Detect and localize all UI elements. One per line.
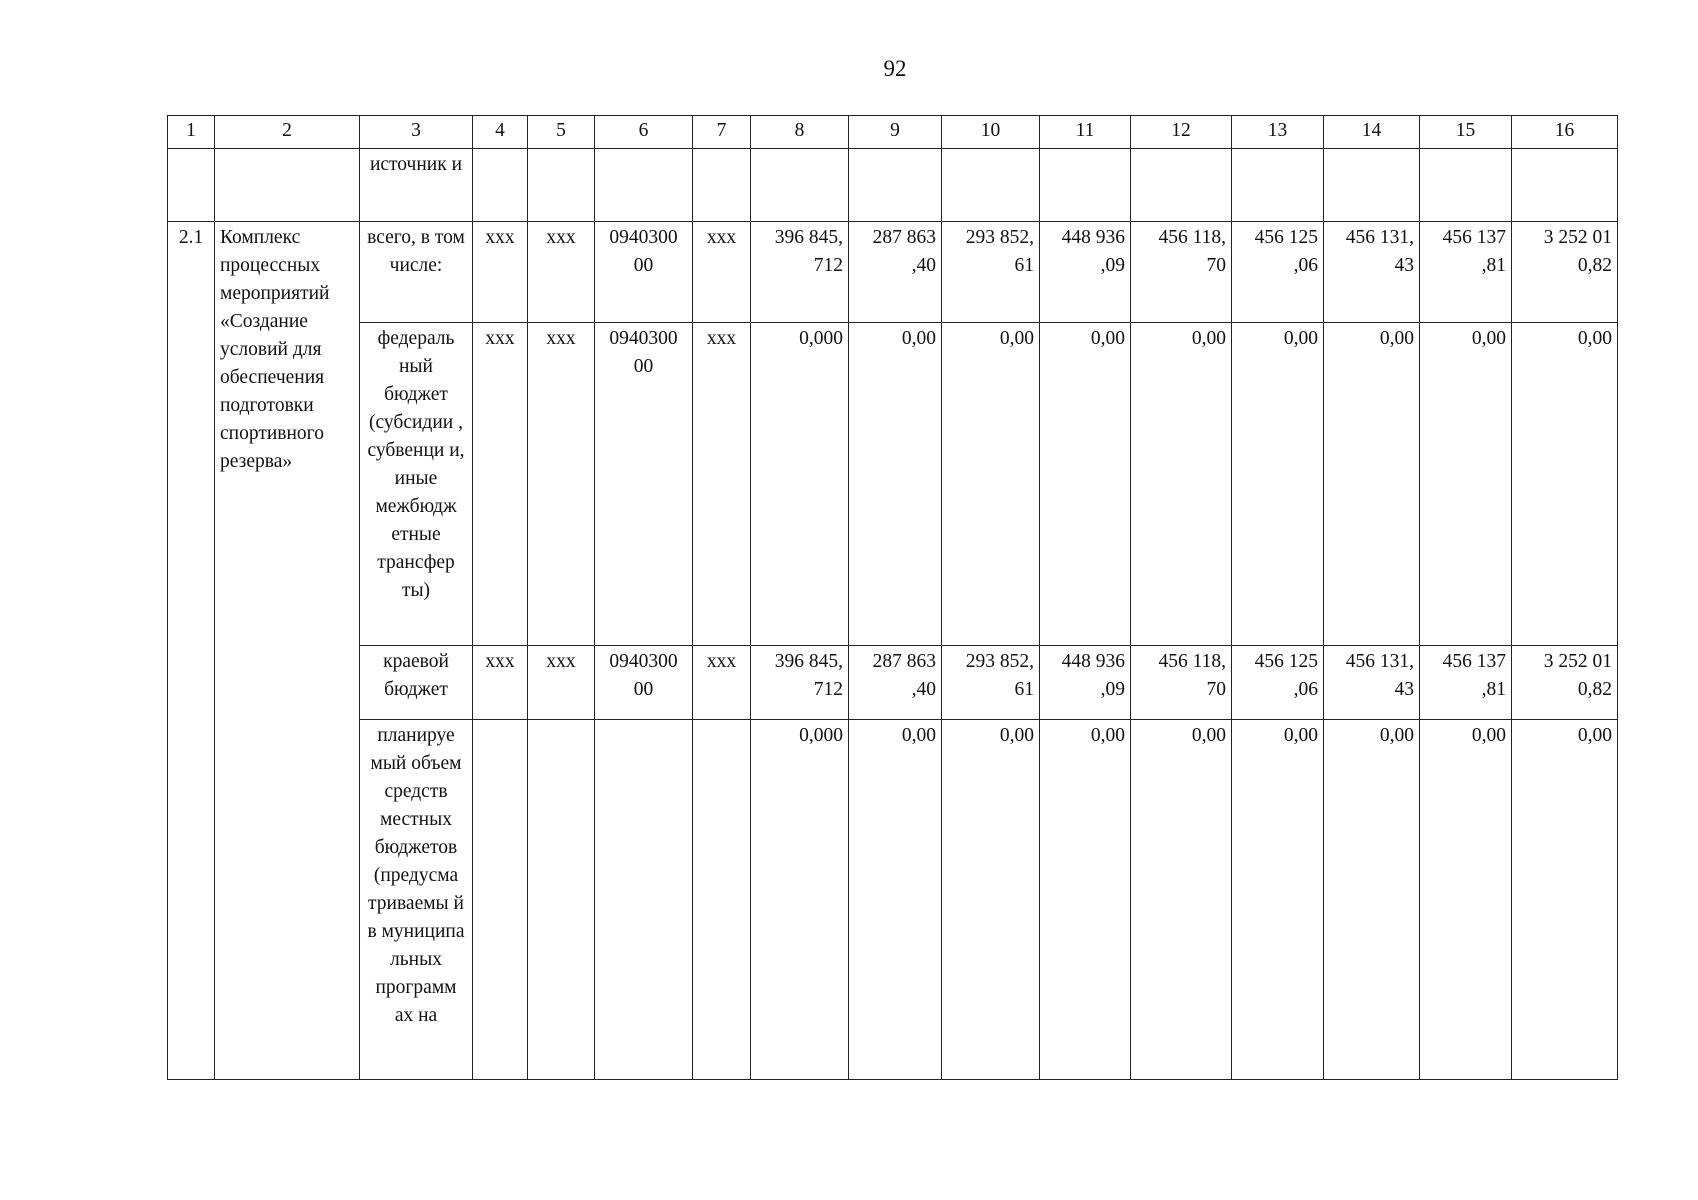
value-cell: 293 852, 61 xyxy=(942,646,1040,720)
value-cell: 0,00 xyxy=(942,323,1040,646)
cell: ххх xyxy=(528,222,595,323)
column-number: 8 xyxy=(751,116,849,149)
column-number: 13 xyxy=(1232,116,1324,149)
value-cell: 0,00 xyxy=(1324,720,1420,1080)
column-number-row xyxy=(168,116,1618,149)
value-cell: 0,00 xyxy=(1232,720,1324,1080)
table-row xyxy=(168,323,1618,646)
value-cell: 0,00 xyxy=(942,720,1040,1080)
cell xyxy=(528,720,595,1080)
value-cell: 0,00 xyxy=(1512,720,1618,1080)
value-cell: 456 118, 70 xyxy=(1131,222,1232,323)
cell: ххх xyxy=(528,323,595,646)
value-cell: 0,00 xyxy=(1131,323,1232,646)
cell: 0940300 00 xyxy=(595,646,693,720)
source-cell: федераль ный бюджет (субсидии , субвенци и, иные межбюдж етные трансфер ты) xyxy=(360,323,473,646)
value-cell: 287 863 ,40 xyxy=(849,222,942,323)
value-cell: 293 852, 61 xyxy=(942,222,1040,323)
value-cell: 0,00 xyxy=(849,720,942,1080)
column-number: 7 xyxy=(693,116,751,149)
cell xyxy=(693,720,751,1080)
source-cell: источник и xyxy=(360,149,473,222)
value-cell: 456 125 ,06 xyxy=(1232,222,1324,323)
value-cell: 448 936 ,09 xyxy=(1040,222,1131,323)
cell xyxy=(595,720,693,1080)
value-cell: 0,00 xyxy=(1040,720,1131,1080)
cell: ххх xyxy=(473,646,528,720)
value-cell: 3 252 01 0,82 xyxy=(1512,222,1618,323)
value-cell: 0,00 xyxy=(1131,720,1232,1080)
value-cell: 456 118, 70 xyxy=(1131,646,1232,720)
value-cell: 287 863 ,40 xyxy=(849,646,942,720)
value-cell: 456 137 ,81 xyxy=(1420,646,1512,720)
column-number: 16 xyxy=(1512,116,1618,149)
value-cell: 0,00 xyxy=(1420,323,1512,646)
table-row xyxy=(168,222,1618,323)
value-cell: 0,00 xyxy=(1420,720,1512,1080)
column-number: 2 xyxy=(215,116,360,149)
source-cell: краевой бюджет xyxy=(360,646,473,720)
column-number: 1 xyxy=(168,116,215,149)
section-name: Комплекс процессных мероприятий «Создание условий для обеспечения подготовки спортивного резерва» xyxy=(215,222,360,1080)
cell: 0940300 00 xyxy=(595,222,693,323)
value-cell: 0,000 xyxy=(751,720,849,1080)
cell: ххх xyxy=(693,323,751,646)
column-number: 9 xyxy=(849,116,942,149)
cell: ххх xyxy=(473,323,528,646)
table-row xyxy=(168,720,1618,1080)
value-cell: 456 125 ,06 xyxy=(1232,646,1324,720)
cell: 0940300 00 xyxy=(595,323,693,646)
value-cell: 0,00 xyxy=(849,323,942,646)
value-cell: 0,00 xyxy=(1040,323,1131,646)
column-number: 12 xyxy=(1131,116,1232,149)
column-number: 14 xyxy=(1324,116,1420,149)
column-number: 10 xyxy=(942,116,1040,149)
value-cell: 0,000 xyxy=(751,323,849,646)
value-cell: 456 137 ,81 xyxy=(1420,222,1512,323)
cell: ххх xyxy=(528,646,595,720)
source-cell: всего, в том числе: xyxy=(360,222,473,323)
section-code: 2.1 xyxy=(168,222,215,1080)
column-number: 11 xyxy=(1040,116,1131,149)
column-number: 6 xyxy=(595,116,693,149)
value-cell: 456 131, 43 xyxy=(1324,646,1420,720)
value-cell: 3 252 01 0,82 xyxy=(1512,646,1618,720)
continued-row xyxy=(168,149,1618,222)
value-cell: 448 936 ,09 xyxy=(1040,646,1131,720)
page-number: 92 xyxy=(883,56,907,81)
cell: ххх xyxy=(473,222,528,323)
value-cell: 0,00 xyxy=(1324,323,1420,646)
value-cell: 396 845, 712 xyxy=(751,222,849,323)
column-number: 4 xyxy=(473,116,528,149)
table-row xyxy=(168,646,1618,720)
value-cell: 0,00 xyxy=(1232,323,1324,646)
value-cell: 456 131, 43 xyxy=(1324,222,1420,323)
cell xyxy=(473,720,528,1080)
column-number: 5 xyxy=(528,116,595,149)
value-cell: 396 845, 712 xyxy=(751,646,849,720)
source-cell: планируе мый объем средств местных бюджетов (предусма триваемы й в муниципа льных программ ах на xyxy=(360,720,473,1080)
value-cell: 0,00 xyxy=(1512,323,1618,646)
cell: ххх xyxy=(693,222,751,323)
budget-table xyxy=(167,115,1618,1080)
column-number: 15 xyxy=(1420,116,1512,149)
column-number: 3 xyxy=(360,116,473,149)
cell: ххх xyxy=(693,646,751,720)
